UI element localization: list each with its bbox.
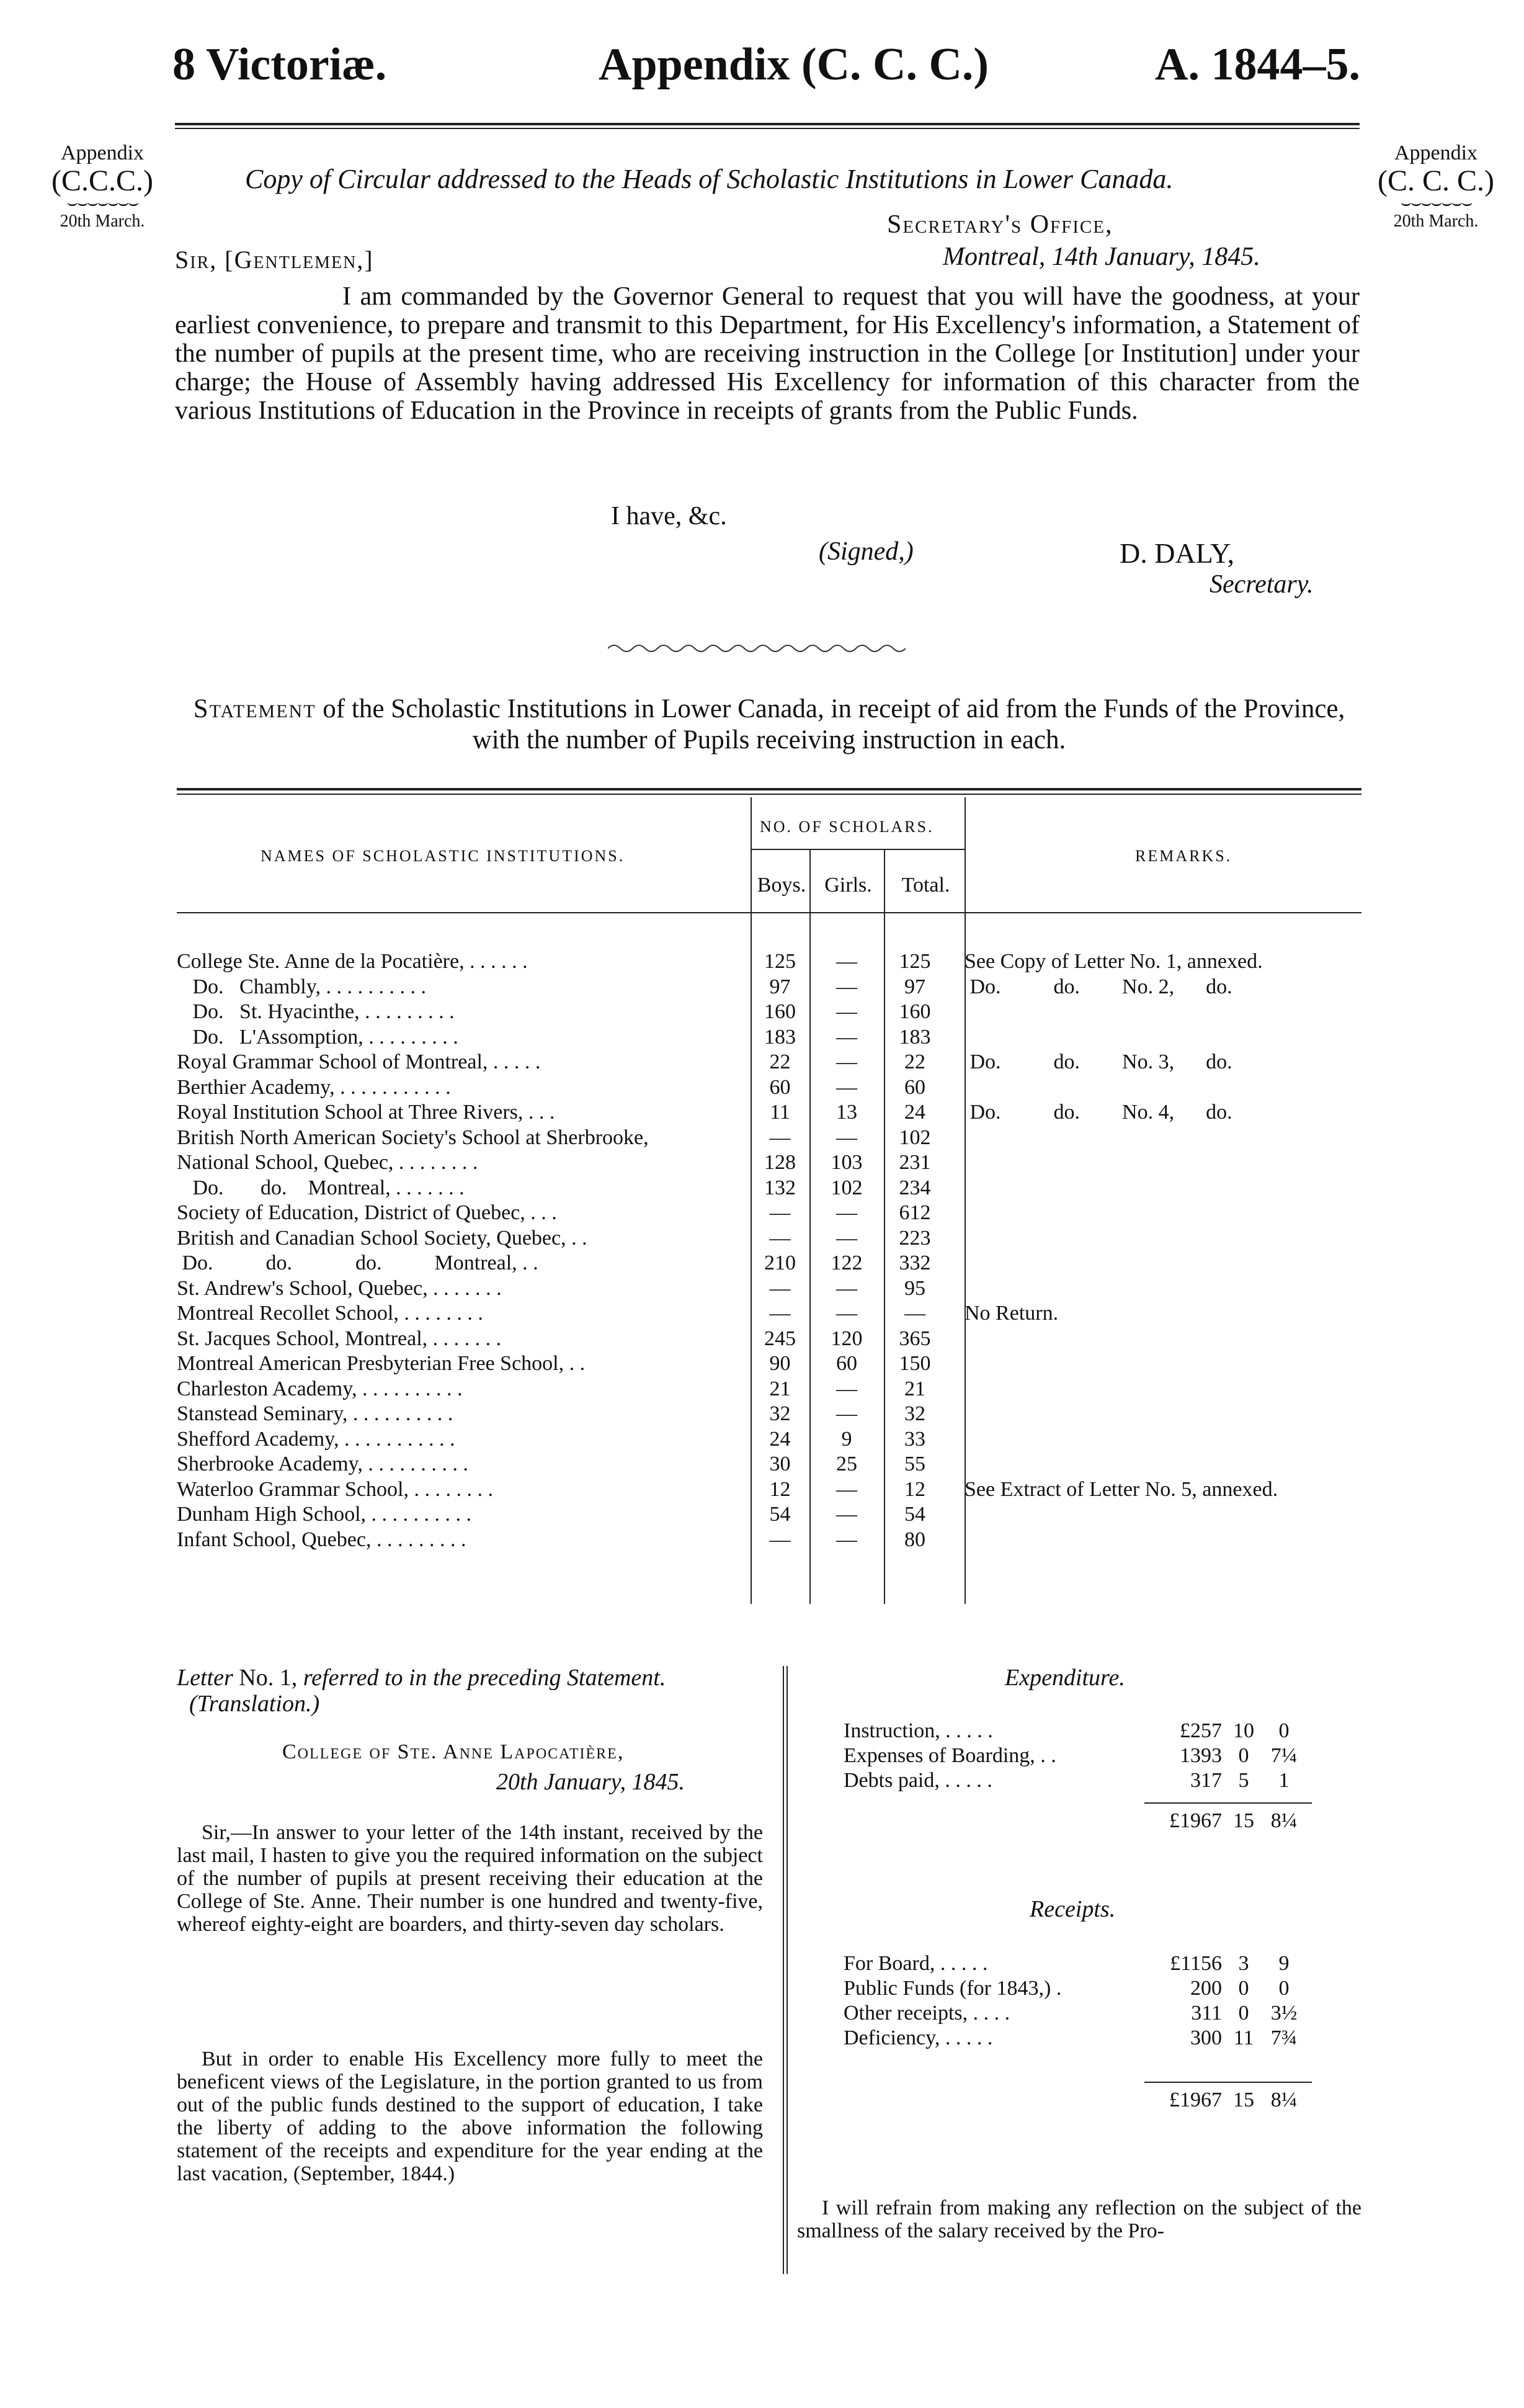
pounds: 200 [1190, 1977, 1222, 2000]
pence: 9 [1278, 1952, 1290, 1975]
account-row [844, 1743, 1340, 1768]
institution-name: Do. do. Montreal, . . . . . . . [177, 1176, 465, 1199]
table-row [177, 1126, 1361, 1150]
boys-count: — [769, 1201, 791, 1224]
circular-closing: I have, &c. [611, 502, 727, 530]
boys-count: 11 [770, 1101, 790, 1124]
margin-label-right: Appendix [1394, 141, 1478, 164]
account-total-row [844, 1809, 1340, 1833]
girls-count: — [836, 1000, 857, 1023]
girls-count: — [836, 1477, 857, 1501]
total-count: 183 [899, 1025, 931, 1049]
letter-translation: (Translation.) [189, 1691, 320, 1717]
boys-count: — [769, 1226, 791, 1250]
girls-count: 25 [836, 1452, 857, 1475]
circular-signatory: D. DALY, [1120, 537, 1234, 569]
account-label: For Board, . . . . . [844, 1952, 988, 1975]
boys-count: — [769, 1126, 791, 1149]
girls-count: 103 [831, 1151, 863, 1174]
pence: 3½ [1270, 2002, 1298, 2025]
letter-institution: College of Ste. Anne Lapocatière, [282, 1740, 625, 1763]
shillings: 10 [1233, 1719, 1254, 1742]
total-count: 80 [904, 1528, 925, 1551]
shillings: 0 [1238, 1977, 1249, 2000]
ornamental-divider [608, 639, 906, 658]
total-pence: 8¼ [1270, 1809, 1298, 1832]
receipts-total-rule [1144, 2082, 1312, 2083]
statement-lead: Statement [193, 694, 316, 723]
letter-heading-b: No. 1, [239, 1665, 298, 1691]
header-rule [175, 123, 1360, 125]
accounts-closing: I will refrain from making any reflection on the subject of the smallness of the salary received by the Pro- [797, 2196, 1361, 2242]
table-row [177, 949, 1361, 974]
boys-count: 97 [769, 975, 791, 998]
institution-name: National School, Quebec, . . . . . . . . [177, 1151, 478, 1174]
institution-name: Do. L'Assomption, . . . . . . . . . [177, 1025, 458, 1049]
total-pounds: £1967 [1169, 2088, 1222, 2111]
pounds: 311 [1191, 2002, 1222, 2025]
girls-count: — [836, 1503, 857, 1526]
total-count: 12 [904, 1477, 925, 1501]
total-count: 102 [899, 1126, 931, 1149]
margin-brace-right: ⌣⌣⌣⌣⌣⌣⌣ [1400, 194, 1472, 213]
pounds: 300 [1190, 2026, 1222, 2049]
letter-heading [177, 1664, 666, 1691]
account-row [844, 1768, 1340, 1793]
statement-table [177, 949, 1361, 1607]
table-row [177, 1528, 1361, 1552]
margin-brace: ⌣⌣⌣⌣⌣⌣⌣ [66, 194, 138, 213]
girls-count: — [836, 1276, 857, 1300]
total-count: 33 [904, 1427, 925, 1451]
institution-name: Dunham High School, . . . . . . . . . . [177, 1503, 472, 1526]
boys-count: 32 [769, 1402, 791, 1425]
account-label: Debts paid, . . . . . [844, 1769, 992, 1792]
table-row [177, 1150, 1361, 1175]
table-row [177, 1201, 1361, 1225]
pounds: 317 [1190, 1769, 1222, 1792]
margin-code: (C.C.C.) [51, 164, 153, 197]
institution-name: Sherbrooke Academy, . . . . . . . . . . [177, 1452, 468, 1475]
institution-name: St. Jacques School, Montreal, . . . . . . . [177, 1327, 502, 1350]
table-row [177, 1025, 1361, 1050]
receipts-total-block [844, 2088, 1340, 2113]
circular-office: Secretary's Office, [887, 210, 1113, 239]
total-shillings: 15 [1233, 2088, 1254, 2111]
boys-count: 160 [764, 1000, 796, 1023]
letter-paragraph-2: But in order to enable His Excellency more fully to meet the beneficent views of the Legislature, in the portion granted to us from out of the public funds destined to the support of education, I take the liberty of adding to the above information the following statement of the receipts and expenditure for the year ending at the last vacation, (September, 1844.) [177, 2048, 763, 2185]
boys-count: 132 [764, 1176, 796, 1199]
boys-count: 183 [764, 1025, 796, 1049]
margin-note-right [1358, 141, 1513, 233]
girls-count: — [836, 1201, 857, 1224]
statement-title-rest: of the Scholastic Institutions in Lower Canada, in receipt of aid from the Funds of the Province, with the number of Pupils receiving instruction in each. [323, 694, 1345, 754]
table-scholars-rule [751, 849, 965, 850]
girls-count: 120 [831, 1327, 863, 1350]
table-top-rule [177, 788, 1361, 790]
institution-name: Shefford Academy, . . . . . . . . . . . [177, 1427, 455, 1451]
col-remarks-header: REMARKS. [1135, 847, 1232, 865]
remarks-cell: See Copy of Letter No. 1, annexed. [965, 950, 1263, 973]
girls-count: — [836, 1302, 857, 1325]
col-girls-header: Girls. [824, 874, 872, 897]
girls-count: — [836, 1402, 857, 1425]
header-rule-thin [175, 128, 1360, 129]
total-count: 365 [899, 1327, 931, 1350]
boys-count: — [769, 1528, 791, 1551]
boys-count: 21 [769, 1377, 791, 1400]
remarks-cell: Do. do. No. 2, do. [965, 975, 1232, 998]
boys-count: 90 [769, 1352, 791, 1375]
letter-date: 20th January, 1845. [496, 1769, 685, 1795]
total-pence: 8¼ [1270, 2088, 1298, 2111]
girls-count: — [836, 1126, 857, 1149]
account-total-row [844, 2088, 1340, 2113]
circular-signatory-title: Secretary. [1210, 570, 1314, 599]
expenditure-total-rule [1144, 1802, 1312, 1804]
table-row [177, 975, 1361, 1000]
margin-note-left [31, 141, 174, 233]
letter-paragraph-1: Sir,—In answer to your letter of the 14th instant, received by the last mail, I hasten to give you the required information on the subject of the number of pupils at present receiving their education at the College of Ste. Anne. Their number is one hundred and twenty-five, whereof eighty-eight are boarders, and thirty-seven day scholars. [177, 1821, 763, 1936]
table-row [177, 1377, 1361, 1402]
girls-count: — [836, 1050, 857, 1073]
table-row [177, 1402, 1361, 1426]
receipts-block [844, 1951, 1340, 2063]
col-names-header: NAMES OF SCHOLASTIC INSTITUTIONS. [261, 847, 625, 865]
total-count: 125 [899, 950, 931, 973]
table-top-rule-thin [177, 794, 1361, 795]
account-label: Instruction, . . . . . [844, 1719, 993, 1742]
table-row [177, 1452, 1361, 1477]
account-label: Deficiency, . . . . . [844, 2026, 993, 2049]
institution-name: British and Canadian School Society, Quebec, . . [177, 1226, 587, 1250]
boys-count: 210 [764, 1251, 796, 1274]
total-count: 332 [899, 1251, 931, 1274]
total-count: 612 [899, 1201, 931, 1224]
institution-name: Do. do. do. Montreal, . . [177, 1251, 538, 1274]
table-row [177, 1075, 1361, 1100]
total-count: 231 [899, 1151, 931, 1174]
girls-count: 102 [831, 1176, 863, 1199]
account-row [844, 1719, 1340, 1743]
institution-name: College Ste. Anne de la Pocatière, . . . . . . [177, 950, 528, 973]
table-head-rule [177, 912, 1361, 913]
pence: 7¼ [1270, 1744, 1298, 1767]
receipts-title: Receipts. [1030, 1896, 1116, 1922]
pounds: 1393 [1180, 1744, 1222, 1767]
total-count: 97 [904, 975, 925, 998]
total-count: 32 [904, 1402, 925, 1425]
account-row [844, 2026, 1340, 2051]
total-pounds: £1967 [1169, 1809, 1222, 1832]
account-row [844, 1976, 1340, 2001]
shillings: 5 [1238, 1769, 1249, 1792]
total-count: 150 [899, 1352, 931, 1375]
shillings: 11 [1233, 2026, 1254, 2049]
boys-count: 125 [764, 950, 796, 973]
statement-title [177, 694, 1361, 756]
girls-count: — [836, 1528, 857, 1551]
institution-name: St. Andrew's School, Quebec, . . . . . . . [177, 1276, 502, 1300]
header-session: 8 Victoriæ. [172, 39, 387, 90]
girls-count: 122 [831, 1251, 863, 1274]
circular-title: Copy of Circular addressed to the Heads of Scholastic Institutions in Lower Canada. [245, 164, 1174, 194]
account-row [844, 1951, 1340, 1976]
total-count: 160 [899, 1000, 931, 1023]
header-appendix: Appendix (C. C. C.) [599, 39, 989, 90]
institution-name: Montreal Recollet School, . . . . . . . . [177, 1302, 483, 1325]
girls-count: — [836, 1025, 857, 1049]
boys-count: 12 [769, 1477, 791, 1501]
girls-count: 13 [836, 1101, 857, 1124]
girls-count: — [836, 975, 857, 998]
remarks-cell: See Extract of Letter No. 5, annexed. [965, 1477, 1278, 1501]
column-divider-2 [787, 1666, 788, 2274]
margin-code-right: (C. C. C.) [1377, 164, 1494, 197]
institution-name: Do. St. Hyacinthe, . . . . . . . . . [177, 1000, 455, 1023]
table-row [177, 1327, 1361, 1351]
institution-name: British North American Society's School at Sherbrooke, [177, 1126, 649, 1149]
girls-count: — [836, 950, 857, 973]
total-count: 60 [904, 1075, 925, 1099]
girls-count: 60 [836, 1352, 857, 1375]
expenditure-total-block [844, 1809, 1340, 1833]
total-count: 95 [904, 1276, 925, 1300]
institution-name: Berthier Academy, . . . . . . . . . . . [177, 1075, 451, 1099]
boys-count: 54 [769, 1503, 791, 1526]
letter-heading-a: Letter [177, 1665, 233, 1691]
shillings: 0 [1238, 2002, 1249, 2025]
column-divider [783, 1666, 784, 2274]
col-total-header: Total. [901, 874, 950, 897]
total-count: 223 [899, 1226, 931, 1250]
table-row [177, 1301, 1361, 1326]
circular-body: I am commanded by the Governor General to request that you will have the goodness, at your earliest convenience, to prepare and transmit to this Department, for His Excellency's information, a Statement of the number of pupils at the present time, who are receiving instruction in the College [or Institution] under your charge; the House of Assembly having addressed His Excellency for information of this character from the various Institutions of Education in the Province in receipts of grants from the Public Funds. [175, 282, 1360, 425]
margin-date-right: 20th March. [1393, 212, 1479, 231]
table-row [177, 1226, 1361, 1251]
institution-name: Society of Education, District of Quebec, . . . [177, 1201, 557, 1224]
boys-count: 30 [769, 1452, 791, 1475]
header-year: A. 1844–5. [1155, 39, 1360, 90]
institution-name: Stanstead Seminary, . . . . . . . . . . [177, 1402, 453, 1425]
pence: 7¾ [1270, 2026, 1298, 2049]
account-label: Other receipts, . . . . [844, 2002, 1010, 2025]
pence: 0 [1278, 1977, 1290, 2000]
table-row [177, 1477, 1361, 1502]
institution-name: Infant School, Quebec, . . . . . . . . . [177, 1528, 466, 1551]
account-label: Public Funds (for 1843,) . [844, 1977, 1062, 2000]
col-boys-header: Boys. [757, 874, 806, 897]
col-scholars-header: NO. OF SCHOLARS. [760, 818, 934, 836]
table-row [177, 1251, 1361, 1276]
total-count: 54 [904, 1503, 925, 1526]
total-count: 24 [904, 1101, 925, 1124]
girls-count: — [836, 1377, 857, 1400]
total-count: — [904, 1302, 925, 1325]
total-count: 55 [904, 1452, 925, 1475]
pence: 0 [1278, 1719, 1290, 1742]
institution-name: Do. Chambly, . . . . . . . . . . [177, 975, 427, 998]
table-row [177, 1000, 1361, 1024]
institution-name: Charleston Academy, . . . . . . . . . . [177, 1377, 463, 1400]
table-row [177, 1100, 1361, 1125]
girls-count: 9 [841, 1427, 852, 1451]
table-row [177, 1427, 1361, 1452]
account-row [844, 2001, 1340, 2026]
boys-count: — [769, 1302, 791, 1325]
total-count: 234 [899, 1176, 931, 1199]
expenditure-title: Expenditure. [1005, 1665, 1125, 1691]
pounds: £257 [1180, 1719, 1222, 1742]
margin-label: Appendix [60, 141, 145, 164]
circular-signed: (Signed,) [819, 537, 914, 566]
circular-salutation: Sir, [Gentlemen,] [175, 246, 374, 274]
boys-count: 60 [769, 1075, 791, 1099]
total-shillings: 15 [1233, 1809, 1254, 1832]
remarks-cell: Do. do. No. 3, do. [965, 1050, 1232, 1073]
boys-count: 128 [764, 1151, 796, 1174]
table-row [177, 1176, 1361, 1201]
total-count: 22 [904, 1050, 925, 1073]
table-row [177, 1050, 1361, 1075]
remarks-cell: Do. do. No. 4, do. [965, 1101, 1232, 1124]
boys-count: 24 [769, 1427, 791, 1451]
boys-count: 245 [764, 1327, 796, 1350]
boys-count: — [769, 1276, 791, 1300]
table-row [177, 1502, 1361, 1527]
institution-name: Montreal American Presbyterian Free School, . . [177, 1352, 586, 1375]
pence: 1 [1278, 1769, 1290, 1792]
girls-count: — [836, 1075, 857, 1099]
table-row [177, 1351, 1361, 1376]
girls-count: — [836, 1226, 857, 1250]
institution-name: Waterloo Grammar School, . . . . . . . . [177, 1477, 493, 1501]
institution-name: Royal Institution School at Three Rivers, . . . [177, 1101, 555, 1124]
pounds: £1156 [1170, 1952, 1222, 1975]
institution-name: Royal Grammar School of Montreal, . . . . . [177, 1050, 541, 1073]
circular-place-date: Montreal, 14th January, 1845. [943, 243, 1260, 271]
boys-count: 22 [769, 1050, 791, 1073]
shillings: 0 [1238, 1744, 1249, 1767]
total-count: 21 [904, 1377, 925, 1400]
letter-heading-c: referred to in the preceding Statement. [303, 1665, 666, 1691]
table-row [177, 1276, 1361, 1301]
shillings: 3 [1238, 1952, 1249, 1975]
account-label: Expenses of Boarding, . . [844, 1744, 1056, 1767]
remarks-cell: No Return. [965, 1302, 1059, 1325]
margin-date: 20th March. [60, 212, 145, 231]
